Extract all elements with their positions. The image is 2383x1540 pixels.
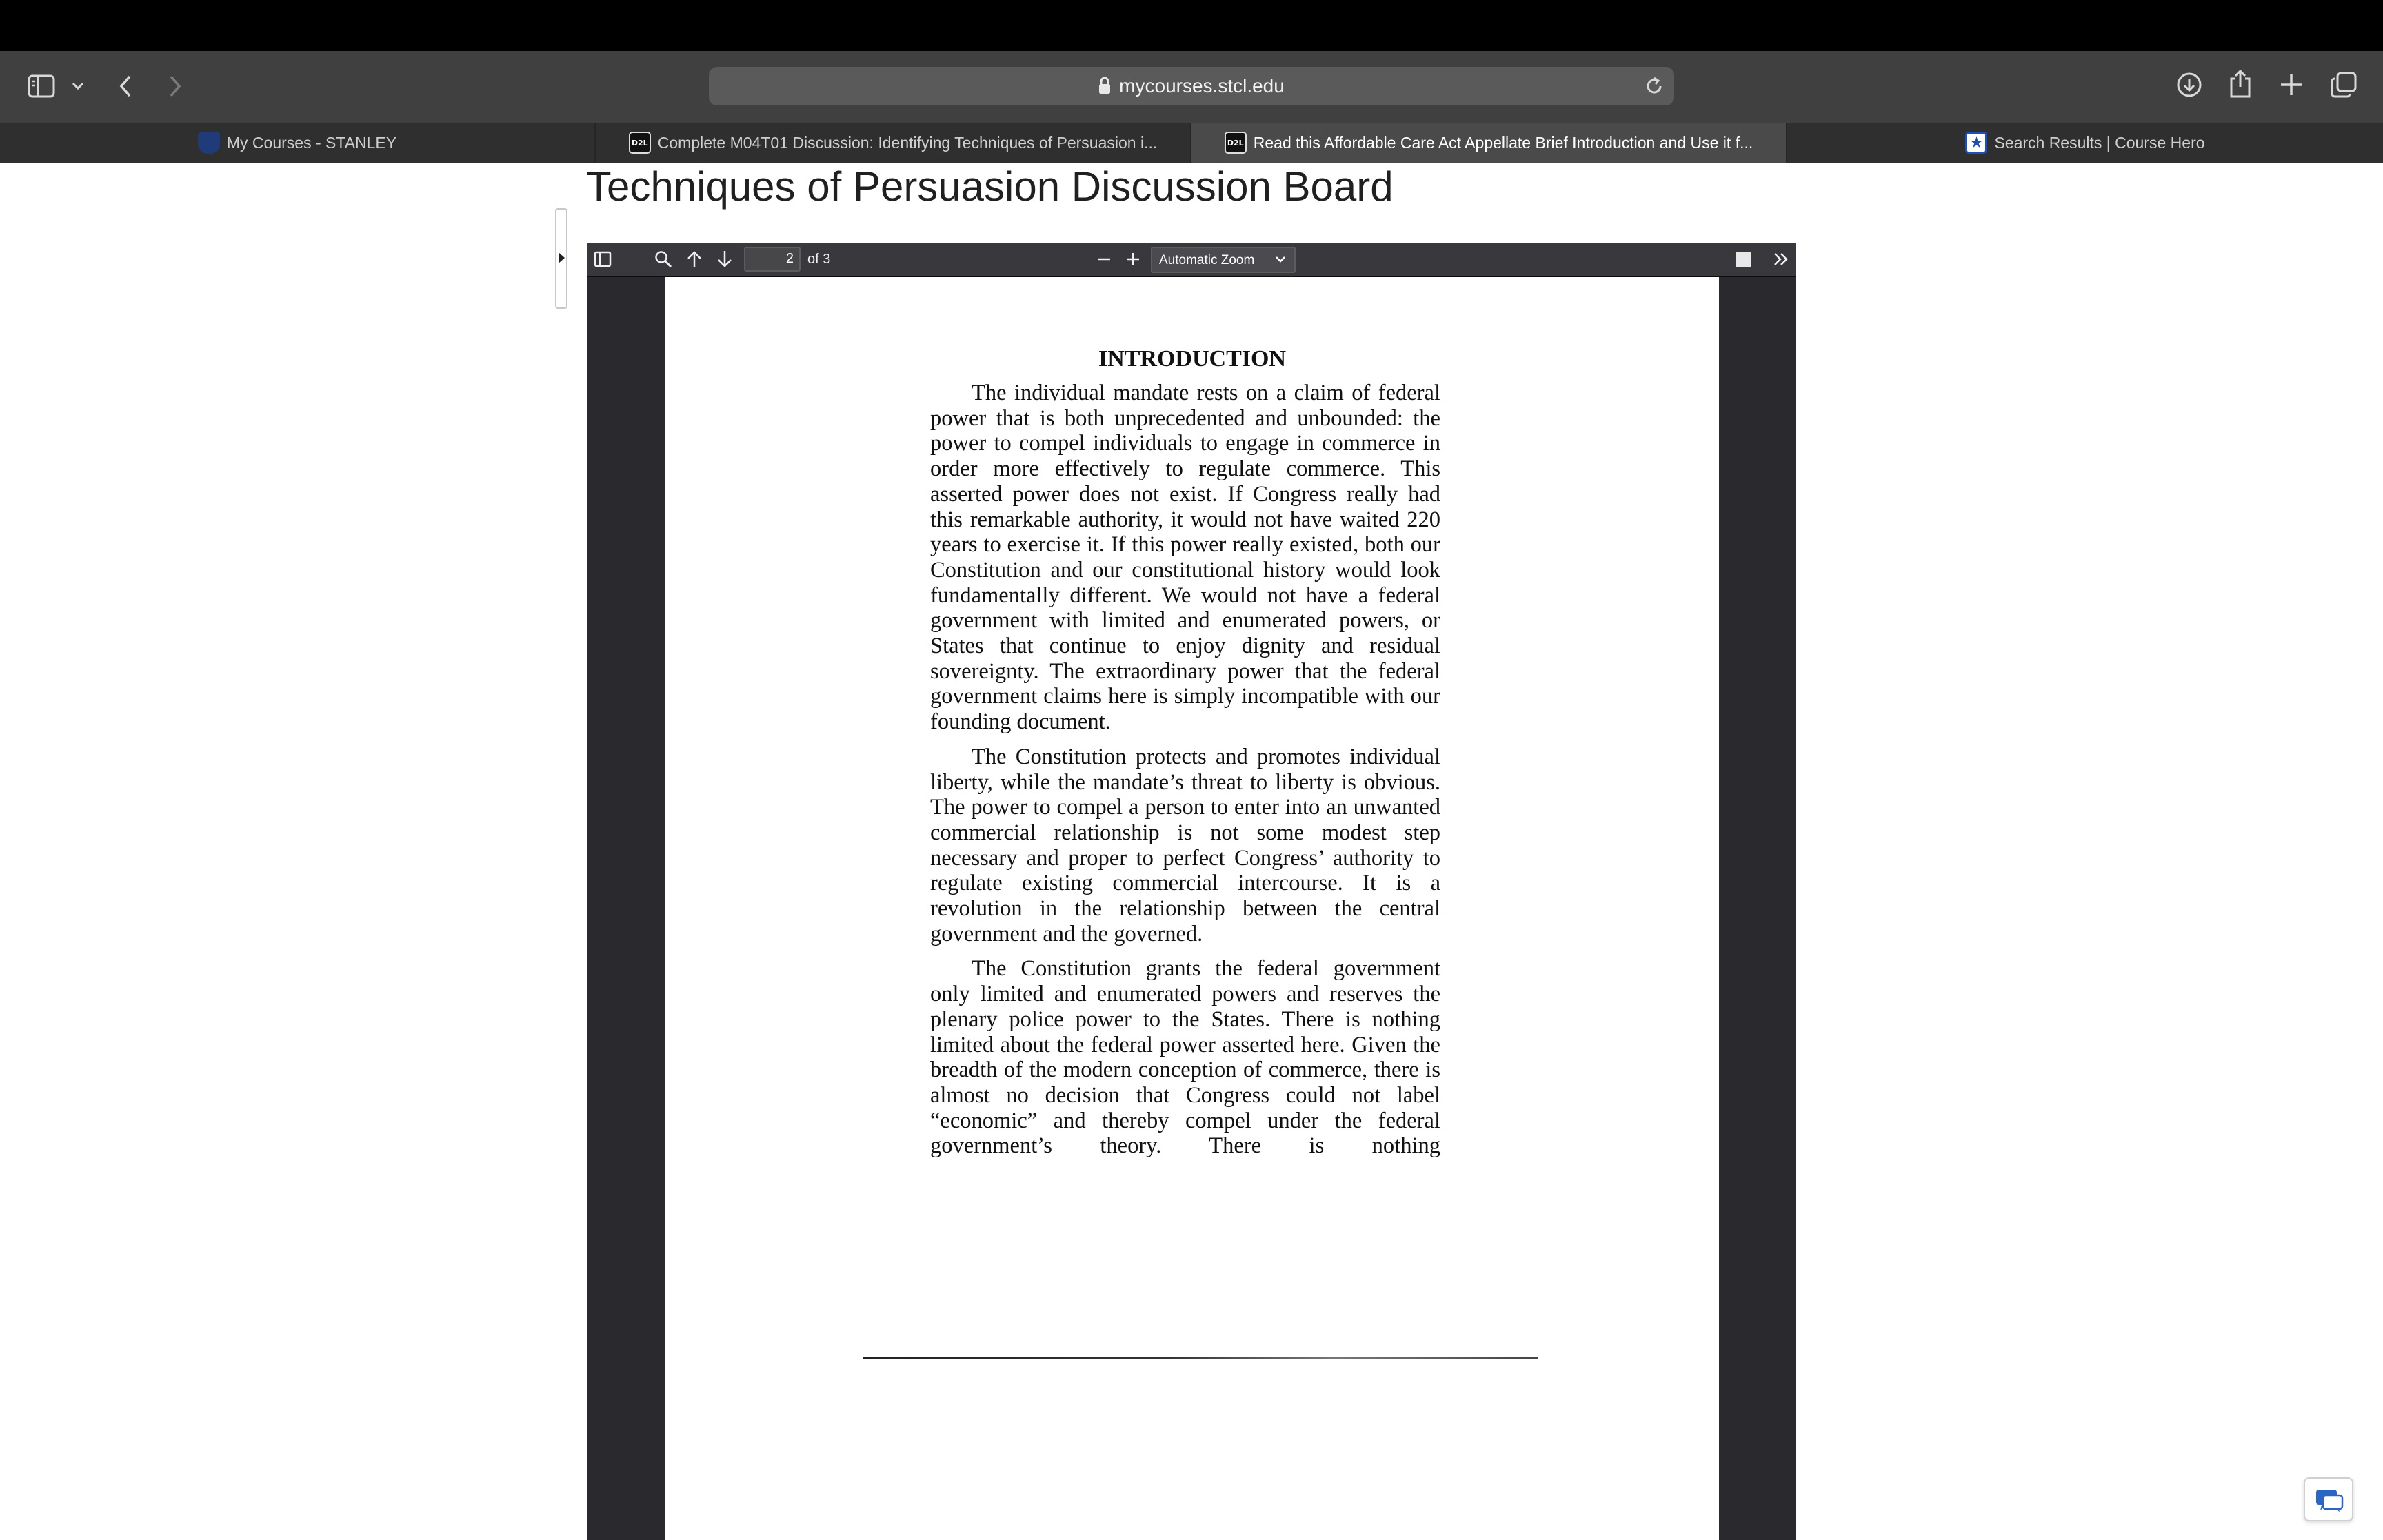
tab-discussion[interactable] bbox=[596, 123, 1192, 163]
tab-overview-icon[interactable] bbox=[2331, 72, 2357, 101]
chevron-down-icon[interactable] bbox=[72, 81, 84, 94]
zoom-label: Automatic Zoom bbox=[1159, 253, 1255, 267]
paragraph: The Constitution protects and promotes individual liberty, while the mandate’s threat to liberty is obvious. The power to compel a person to enter into an unwanted commercial relationship is not some modest step necessary and proper to perfect Congress’ authority to regulate existing commercial intercourse. It is a revolution in the relationship between the central government and the governed. bbox=[930, 744, 1440, 946]
previous-page-icon[interactable] bbox=[686, 250, 703, 272]
tab-course-hero[interactable] bbox=[1787, 123, 2383, 163]
reload-icon[interactable] bbox=[1644, 75, 1665, 101]
tab-appellate-brief[interactable] bbox=[1192, 123, 1787, 163]
paragraph: The individual mandate rests on a claim of federal power that is both unprecedented and unbounded: the power to compel individuals to engage in commerce in order more effectively to regulate commerce. This asserted power does not exist. If Congress really had this remarkable authority, it would not have waited 220 years to exercise it. If this power really existed, both our Constitution and our constitutional history would look fundamentally different. We would not have a federal government with limited and enumerated powers, or States that continue to enjoy dignity and residual sovereignty. The extraordinary power that the federal government claims here is simply incompatible with our founding document. bbox=[930, 381, 1440, 735]
pdf-viewer bbox=[587, 243, 1796, 1540]
shield-icon bbox=[198, 132, 220, 154]
presentation-mode-icon[interactable] bbox=[1736, 251, 1752, 271]
pdf-page bbox=[665, 277, 1719, 1540]
pdf-toolbar bbox=[587, 243, 1796, 277]
caret-right-icon bbox=[559, 252, 565, 263]
new-tab-icon[interactable] bbox=[2280, 73, 2303, 100]
back-icon[interactable] bbox=[119, 74, 132, 101]
downloads-icon[interactable] bbox=[2176, 72, 2202, 101]
tab-label: My Courses - STANLEY bbox=[226, 133, 397, 152]
toggle-sidebar-icon[interactable] bbox=[594, 251, 612, 271]
footnote-divider bbox=[863, 1357, 1538, 1359]
page-title: Techniques of Persuasion Discussion Board bbox=[586, 163, 1394, 210]
chat-icon bbox=[2315, 1488, 2344, 1517]
chevron-down-icon bbox=[1275, 254, 1286, 266]
d2l-icon: D2L bbox=[629, 132, 651, 154]
zoom-select[interactable] bbox=[1151, 247, 1296, 273]
tools-menu-icon[interactable] bbox=[1773, 251, 1789, 271]
lock-icon bbox=[1098, 77, 1111, 99]
system-menu-bar bbox=[0, 0, 2383, 51]
sidebar-toggle-icon[interactable] bbox=[28, 74, 55, 101]
document-body bbox=[930, 381, 1440, 1168]
page-count-label: of 3 bbox=[807, 252, 831, 267]
next-page-icon[interactable] bbox=[716, 250, 733, 272]
forward-icon[interactable] bbox=[168, 74, 182, 101]
url-text: mycourses.stcl.edu bbox=[1119, 75, 1285, 97]
zoom-in-icon[interactable] bbox=[1125, 251, 1141, 271]
share-icon[interactable] bbox=[2229, 69, 2252, 101]
document-heading: INTRODUCTION bbox=[1098, 346, 1287, 372]
paragraph: The Constitution grants the federal government only limited and enumerated powers and reserves the plenary police power to the States. There is nothing limited about the federal power asserted here. Given the breadth of the modern conception of commerce, there is almost no decision that Congress could not label “economic” and thereby compel under the federal government’s theory. There is nothing bbox=[930, 956, 1440, 1159]
tab-label: Complete M04T01 Discussion: Identifying Techniques of Persuasion i... bbox=[657, 133, 1158, 152]
tab-label: Read this Affordable Care Act Appellate Brief Introduction and Use it f... bbox=[1253, 133, 1753, 152]
d2l-icon: D2L bbox=[1225, 132, 1247, 154]
address-bar[interactable] bbox=[709, 67, 1674, 105]
chat-widget-button[interactable] bbox=[2304, 1477, 2353, 1521]
url-display[interactable] bbox=[709, 75, 1674, 99]
tab-label: Search Results | Course Hero bbox=[1994, 133, 2205, 152]
search-icon[interactable] bbox=[654, 250, 672, 272]
side-panel-handle[interactable] bbox=[555, 208, 567, 309]
zoom-out-icon[interactable] bbox=[1096, 251, 1112, 271]
browser-toolbar bbox=[0, 51, 2383, 123]
tab-bar bbox=[0, 123, 2383, 163]
star-icon: ★ bbox=[1965, 132, 1987, 154]
tab-my-courses[interactable] bbox=[0, 123, 596, 163]
page-number-input[interactable]: 2 bbox=[744, 247, 801, 272]
